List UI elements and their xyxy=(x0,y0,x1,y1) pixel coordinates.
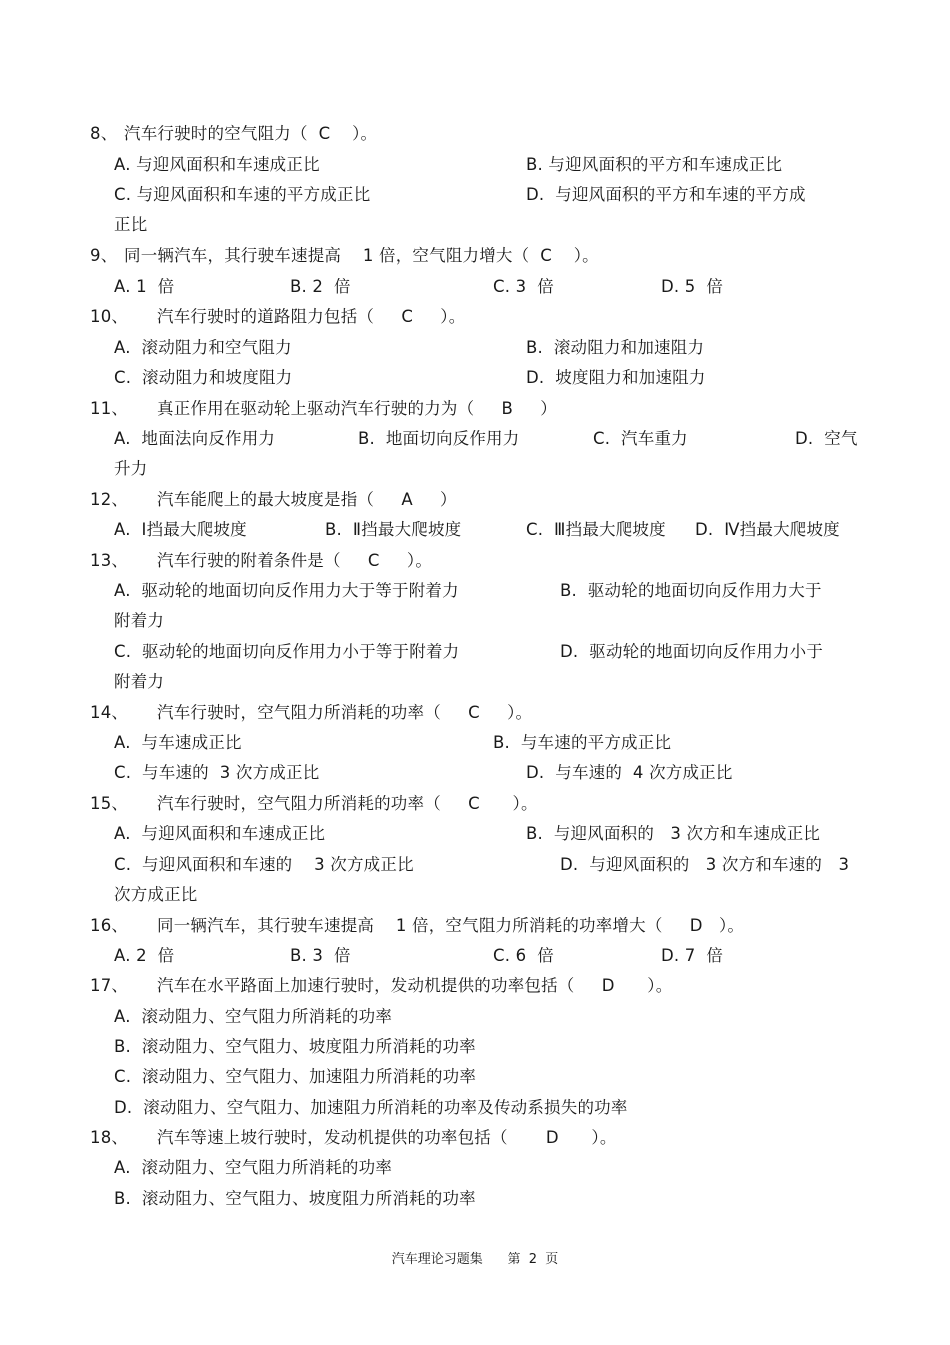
page-number: 第 2 页 xyxy=(507,1252,559,1267)
question-number: 12、 xyxy=(90,490,129,509)
option: D. 滚动阻力、空气阻力、加速阻力所消耗的功率及传动系损失的功率 xyxy=(114,1098,628,1117)
option: B. 驱动轮的地面切向反作用力大于 xyxy=(560,581,822,600)
option: D. 与迎风面积的平方和车速的平方成 xyxy=(526,185,806,204)
option: B. 地面切向反作用力 xyxy=(358,429,520,448)
option-continuation: 升力 xyxy=(114,459,148,478)
question-stem: 汽车行驶时，空气阻力所消耗的功率（ C ）。 xyxy=(157,703,533,722)
question-number: 13、 xyxy=(90,551,129,570)
option: B. Ⅱ挡最大爬坡度 xyxy=(325,520,462,539)
option-continuation: 正比 xyxy=(114,215,148,234)
question-number: 18、 xyxy=(90,1128,129,1147)
option: D. 与迎风面积的 3 次方和车速的 3 xyxy=(560,855,850,874)
question-stem: 汽车行驶的附着条件是（ C ）。 xyxy=(157,551,433,570)
option: D. 坡度阻力和加速阻力 xyxy=(526,368,706,387)
option: C. 6 倍 xyxy=(493,946,554,965)
option: A. 滚动阻力、空气阻力所消耗的功率 xyxy=(114,1007,393,1026)
question-number: 10、 xyxy=(90,307,129,326)
option: A. 驱动轮的地面切向反作用力大于等于附着力 xyxy=(114,581,459,600)
question-stem: 汽车在水平路面上加速行驶时，发动机提供的功率包括（ D ）。 xyxy=(157,976,673,995)
question-number: 17、 xyxy=(90,976,129,995)
option: B. 与迎风面积的平方和车速成正比 xyxy=(526,155,783,174)
question-stem: 汽车能爬上的最大坡度是指（ A ） xyxy=(157,490,457,509)
question-stem: 真正作用在驱动轮上驱动汽车行驶的力为（ B ） xyxy=(157,399,557,418)
option: A. 滚动阻力、空气阻力所消耗的功率 xyxy=(114,1158,393,1177)
option: B. 滚动阻力、空气阻力、坡度阻力所消耗的功率 xyxy=(114,1189,476,1208)
question-number: 16、 xyxy=(90,916,129,935)
option: D. 空气 xyxy=(795,429,858,448)
option: A. 2 倍 xyxy=(114,946,175,965)
option: D. Ⅳ挡最大爬坡度 xyxy=(695,520,840,539)
question-number: 11、 xyxy=(90,399,129,418)
question-number: 14、 xyxy=(90,703,129,722)
option: A. 滚动阻力和空气阻力 xyxy=(114,338,292,357)
question-stem: 汽车行驶时，空气阻力所消耗的功率（ C ）。 xyxy=(157,794,538,813)
option: B. 3 倍 xyxy=(290,946,351,965)
option: A. 与迎风面积和车速成正比 xyxy=(114,824,326,843)
question-stem: 同一辆汽车，其行驶车速提高 1 倍，空气阻力增大（ C ）。 xyxy=(124,246,599,265)
option: B. 2 倍 xyxy=(290,277,351,296)
option: C. 驱动轮的地面切向反作用力小于等于附着力 xyxy=(114,642,460,661)
option: C. 3 倍 xyxy=(493,277,554,296)
question-stem: 汽车等速上坡行驶时，发动机提供的功率包括（ D ）。 xyxy=(157,1128,617,1147)
option: D. 7 倍 xyxy=(661,946,724,965)
option: B. 滚动阻力和加速阻力 xyxy=(526,338,705,357)
footer-title: 汽车理论习题集 xyxy=(391,1252,483,1267)
option: A. 与车速成正比 xyxy=(114,733,242,752)
option: A. 地面法向反作用力 xyxy=(114,429,276,448)
option: D. 与车速的 4 次方成正比 xyxy=(526,763,733,782)
question-stem: 汽车行驶时的道路阻力包括（ C ）。 xyxy=(157,307,466,326)
option: A. 与迎风面积和车速成正比 xyxy=(114,155,320,174)
option: B. 与车速的平方成正比 xyxy=(493,733,672,752)
option: D. 驱动轮的地面切向反作用力小于 xyxy=(560,642,824,661)
option: C. 滚动阻力、空气阻力、加速阻力所消耗的功率 xyxy=(114,1067,477,1086)
question-stem: 汽车行驶时的空气阻力（ C ）。 xyxy=(124,124,378,143)
question-stem: 同一辆汽车，其行驶车速提高 1 倍，空气阻力所消耗的功率增大（ D ）。 xyxy=(157,916,745,935)
option: B. 与迎风面积的 3 次方和车速成正比 xyxy=(526,824,821,843)
option: C. 与迎风面积和车速的 3 次方成正比 xyxy=(114,855,414,874)
option: C. 滚动阻力和坡度阻力 xyxy=(114,368,293,387)
option: A. Ⅰ挡最大爬坡度 xyxy=(114,520,247,539)
option: C. 汽车重力 xyxy=(593,429,688,448)
option: D. 5 倍 xyxy=(661,277,724,296)
question-number: 9、 xyxy=(90,246,118,265)
option-continuation: 附着力 xyxy=(114,611,165,630)
option: C. 与车速的 3 次方成正比 xyxy=(114,763,320,782)
option-continuation: 附着力 xyxy=(114,672,165,691)
option: B. 滚动阻力、空气阻力、坡度阻力所消耗的功率 xyxy=(114,1037,476,1056)
question-number: 8、 xyxy=(90,124,118,143)
option: C. 与迎风面积和车速的平方成正比 xyxy=(114,185,371,204)
page-footer xyxy=(0,1248,950,1267)
question-number: 15、 xyxy=(90,794,129,813)
option-continuation: 次方成正比 xyxy=(114,885,198,904)
option: C. Ⅲ挡最大爬坡度 xyxy=(526,520,666,539)
option: A. 1 倍 xyxy=(114,277,175,296)
